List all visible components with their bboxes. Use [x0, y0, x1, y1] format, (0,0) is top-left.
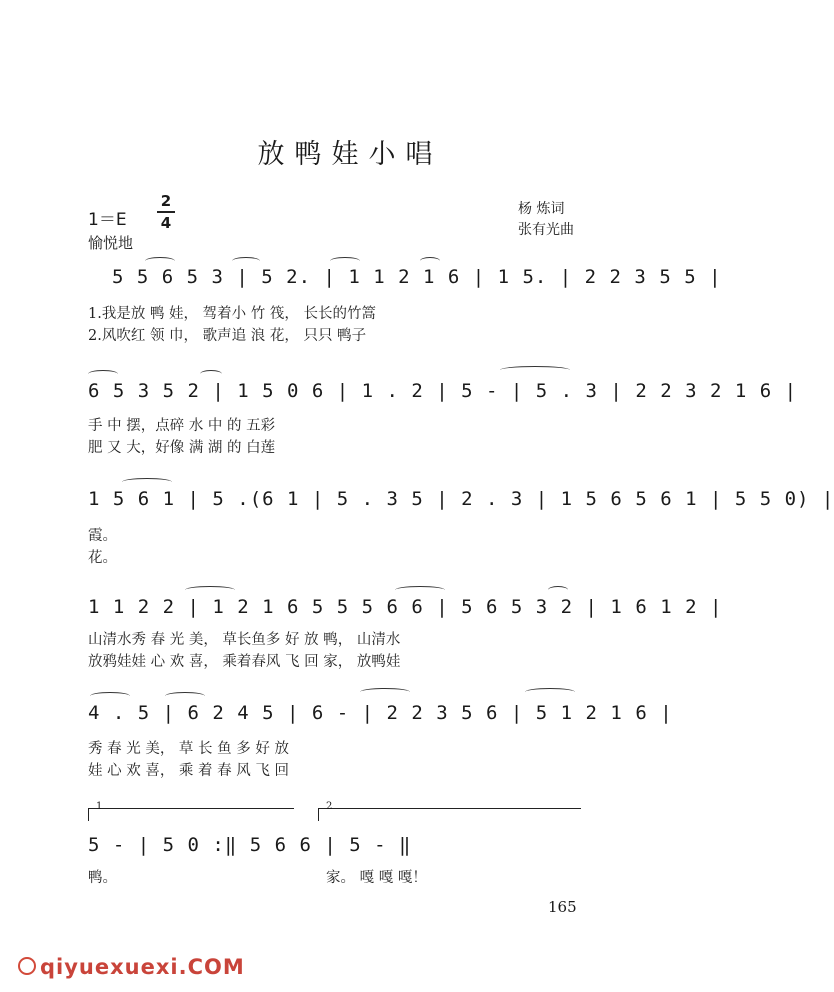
slur — [360, 688, 410, 696]
lyric-line-1-verse-1: 1.我是放 鸭 娃， 驾着小 竹 筏， 长长的竹篙 — [88, 306, 376, 322]
first-ending-number: 1 — [96, 801, 103, 812]
slur — [395, 586, 445, 594]
song-title: 放鸭娃小唱 — [257, 139, 443, 170]
lyric-line-4-verse-1: 山清水秀 春 光 美， 草长鱼多 好 放 鸭， 山清水 — [88, 632, 401, 648]
slur — [232, 257, 260, 265]
slur — [200, 370, 222, 378]
globe-icon — [18, 957, 36, 975]
second-ending-bracket — [318, 808, 581, 821]
tempo-marking: 愉悦地 — [88, 234, 134, 252]
lyric-line-4-verse-2: 放鸦娃娃 心 欢 喜， 乘着春风 飞 回 家， 放鸭娃 — [88, 654, 401, 670]
lyric-line-1-verse-2: 2.风吹红 领 巾， 歌声追 浪 花， 只只 鸭子 — [88, 328, 367, 344]
notation-line-2: 6 5 3 5 2 | 1 5 0 6 | 1 . 2 | 5 - | 5 . 3 | 2 2 3 2 1 6 | — [88, 380, 798, 402]
lyric-line-3-verse-2: 花。 — [88, 550, 117, 566]
site-watermark — [18, 955, 245, 979]
lyric-line-5-verse-1: 秀 春 光 美， 草 长 鱼 多 好 放 — [88, 741, 289, 757]
notation-line-6: 5 - | 5 0 :‖ 5 6 6 | 5 - ‖ — [88, 834, 412, 856]
key-signature: 1＝E — [88, 210, 127, 230]
lyricist-credit: 杨 炼词 — [518, 201, 565, 217]
lyric-line-3-verse-1: 霞。 — [88, 528, 117, 544]
slur — [500, 366, 570, 374]
meter-bottom: 4 — [160, 213, 172, 232]
slur — [330, 257, 360, 265]
second-ending-number: 2 — [326, 801, 333, 812]
lyric-line-2-verse-1: 手 中 摆，点碎 水 中 的 五彩 — [88, 418, 276, 434]
lyric-line-6-verse-1: 鸭。 — [88, 870, 117, 886]
slur — [90, 692, 130, 700]
notation-line-5: 4 . 5 | 6 2 4 5 | 6 - | 2 2 3 5 6 | 5 1 2 1 6 | — [88, 702, 673, 724]
first-ending-bracket — [88, 808, 294, 821]
lyric-line-5-verse-2: 娃 心 欢 喜， 乘 着 春 风 飞 回 — [88, 763, 289, 779]
notation-line-3: 1 5 6 1 | 5 .(6 1 | 5 . 3 5 | 2 . 3 | 1 5 6 5 6 1 | 5 5 0) | — [88, 488, 834, 510]
lyric-line-6-verse-2: 家。 嘎 嘎 嘎！ — [326, 870, 427, 886]
slur — [165, 692, 205, 700]
slur — [548, 586, 568, 594]
meter-top: 2 — [160, 192, 172, 210]
slur — [88, 370, 118, 378]
slur — [185, 586, 235, 594]
time-signature — [157, 192, 175, 232]
meter-divider — [157, 211, 175, 213]
composer-credit: 张有光曲 — [518, 222, 574, 238]
notation-line-1: 5 5 6 5 3 | 5 2. | 1 1 2 1 6 | 1 5. | 2 2 3 5 5 | — [112, 266, 722, 288]
page-number: 165 — [548, 898, 577, 916]
lyric-line-2-verse-2: 肥 又 大，好像 满 湖 的 白莲 — [88, 440, 276, 456]
slur — [420, 257, 440, 265]
watermark-text: qiyuexuexi.COM — [40, 955, 245, 979]
slur — [525, 688, 575, 696]
slur — [145, 257, 175, 265]
notation-line-4: 1 1 2 2 | 1 2 1 6 5 5 5 6 6 | 5 6 5 3 2 | 1 6 1 2 | — [88, 596, 723, 618]
slur — [122, 478, 172, 486]
